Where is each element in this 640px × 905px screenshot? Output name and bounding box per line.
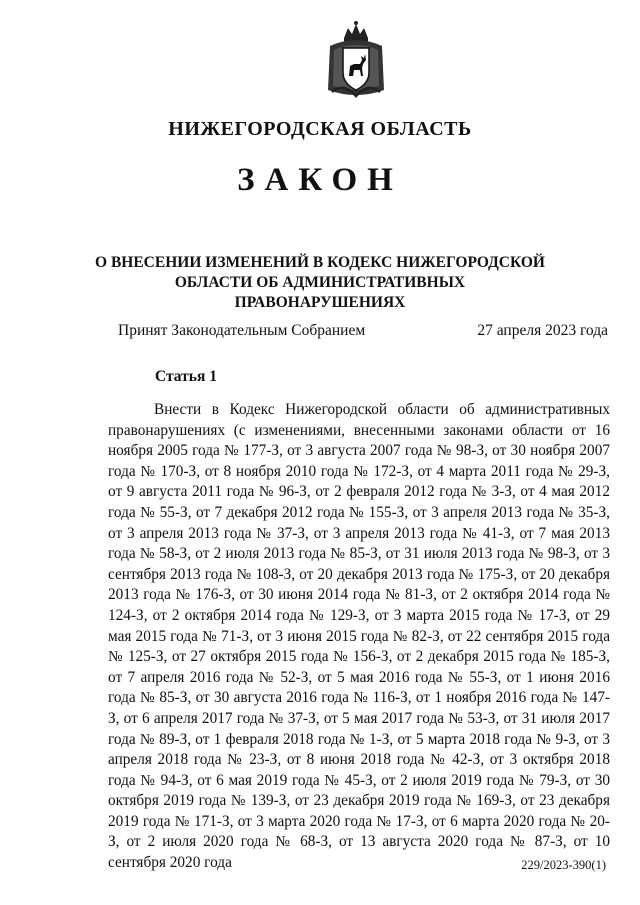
law-title-line-2: ОБЛАСТИ ОБ АДМИНИСТРАТИВНЫХ ПРАВОНАРУШЕНИЯХ bbox=[174, 274, 466, 311]
adopted-by: Принят Законодательным Собранием bbox=[118, 322, 366, 339]
region-heading: НИЖЕГОРОДСКАЯ ОБЛАСТЬ bbox=[168, 118, 472, 140]
law-title-line-1: О ВНЕСЕНИИ ИЗМЕНЕНИЙ В КОДЕКС НИЖЕГОРОДСКОЙ bbox=[95, 254, 545, 271]
law-title bbox=[90, 253, 550, 313]
article-heading: Статья 1 bbox=[155, 368, 217, 385]
document-code: 229/2023-390(1) bbox=[521, 858, 606, 872]
adoption-date: 27 апреля 2023 года bbox=[477, 322, 608, 339]
document-type: ЗАКОН bbox=[237, 162, 403, 198]
coat-of-arms-icon bbox=[324, 20, 388, 100]
adoption-line bbox=[118, 322, 608, 340]
article-text: Внести в Кодекс Нижегородской области об административных правонарушениях (с изменениями, внесенными законами области от 16 ноября 2005 года № 177-З, от 3 августа 2007 года № 98-З, от 30 ноября 2007 года № 170-З, от 8 ноября 2010 года № 172-З, от 4 марта 2011 года № 29-З, от 9 августа 2011 года № 96-З, от 2 февраля 2012 года № 3-З, от 4 мая 2012 года № 55-З, от 7 декабря 2012 года № 155-З, от 3 апреля 2013 года № 35-З, от 3 апреля 2013 года № 37-З, от 3 апреля 2013 года № 41-З, от 7 мая 2013 года № 58-З, от 2 июля 2013 года № 85-З, от 31 июля 2013 года № 98-З, от 3 сентября 2013 года № 108-З, от 20 декабря 2013 года № 175-З, от 20 декабря 2013 года № 176-З, от 30 июня 2014 года № 81-З, от 2 октября 2014 года № 124-З, от 2 октября 2014 года № 129-З, от 3 марта 2015 года № 17-З, от 29 мая 2015 года № 71-З, от 3 июня 2015 года № 82-З, от 22 сентября 2015 года № 125-З, от 27 октября 2015 года № 156-З, от 2 декабря 2015 года № 185-З, от 7 апреля 2016 года № 52-З, от 5 мая 2016 года № 55-З, от 1 июня 2016 года № 85-З, от 30 августа 2016 года № 116-З, от 1 ноября 2016 года № 147-З, от 6 апреля 2017 года № 37-З, от 5 мая 2017 года № 53-З, от 31 июля 2017 года № 89-З, от 1 февраля 2018 года № 1-З, от 5 марта 2018 года № 9-З, от 3 апреля 2018 года № 23-З, от 8 июня 2018 года № 42-З, от 3 октября 2018 года № 94-З, от 6 мая 2019 года № 45-З, от 2 июля 2019 года № 79-З, от 30 октября 2019 года № 139-З, от 23 декабря 2019 года № 169-З, от 23 декабря 2019 года № 171-З, от 3 марта 2020 года № 17-З, от 6 марта 2020 года № 20-З, от 2 июля 2020 года № 68-З, от 13 августа 2020 года № 87-З, от 10 сентября 2020 года bbox=[108, 401, 610, 872]
